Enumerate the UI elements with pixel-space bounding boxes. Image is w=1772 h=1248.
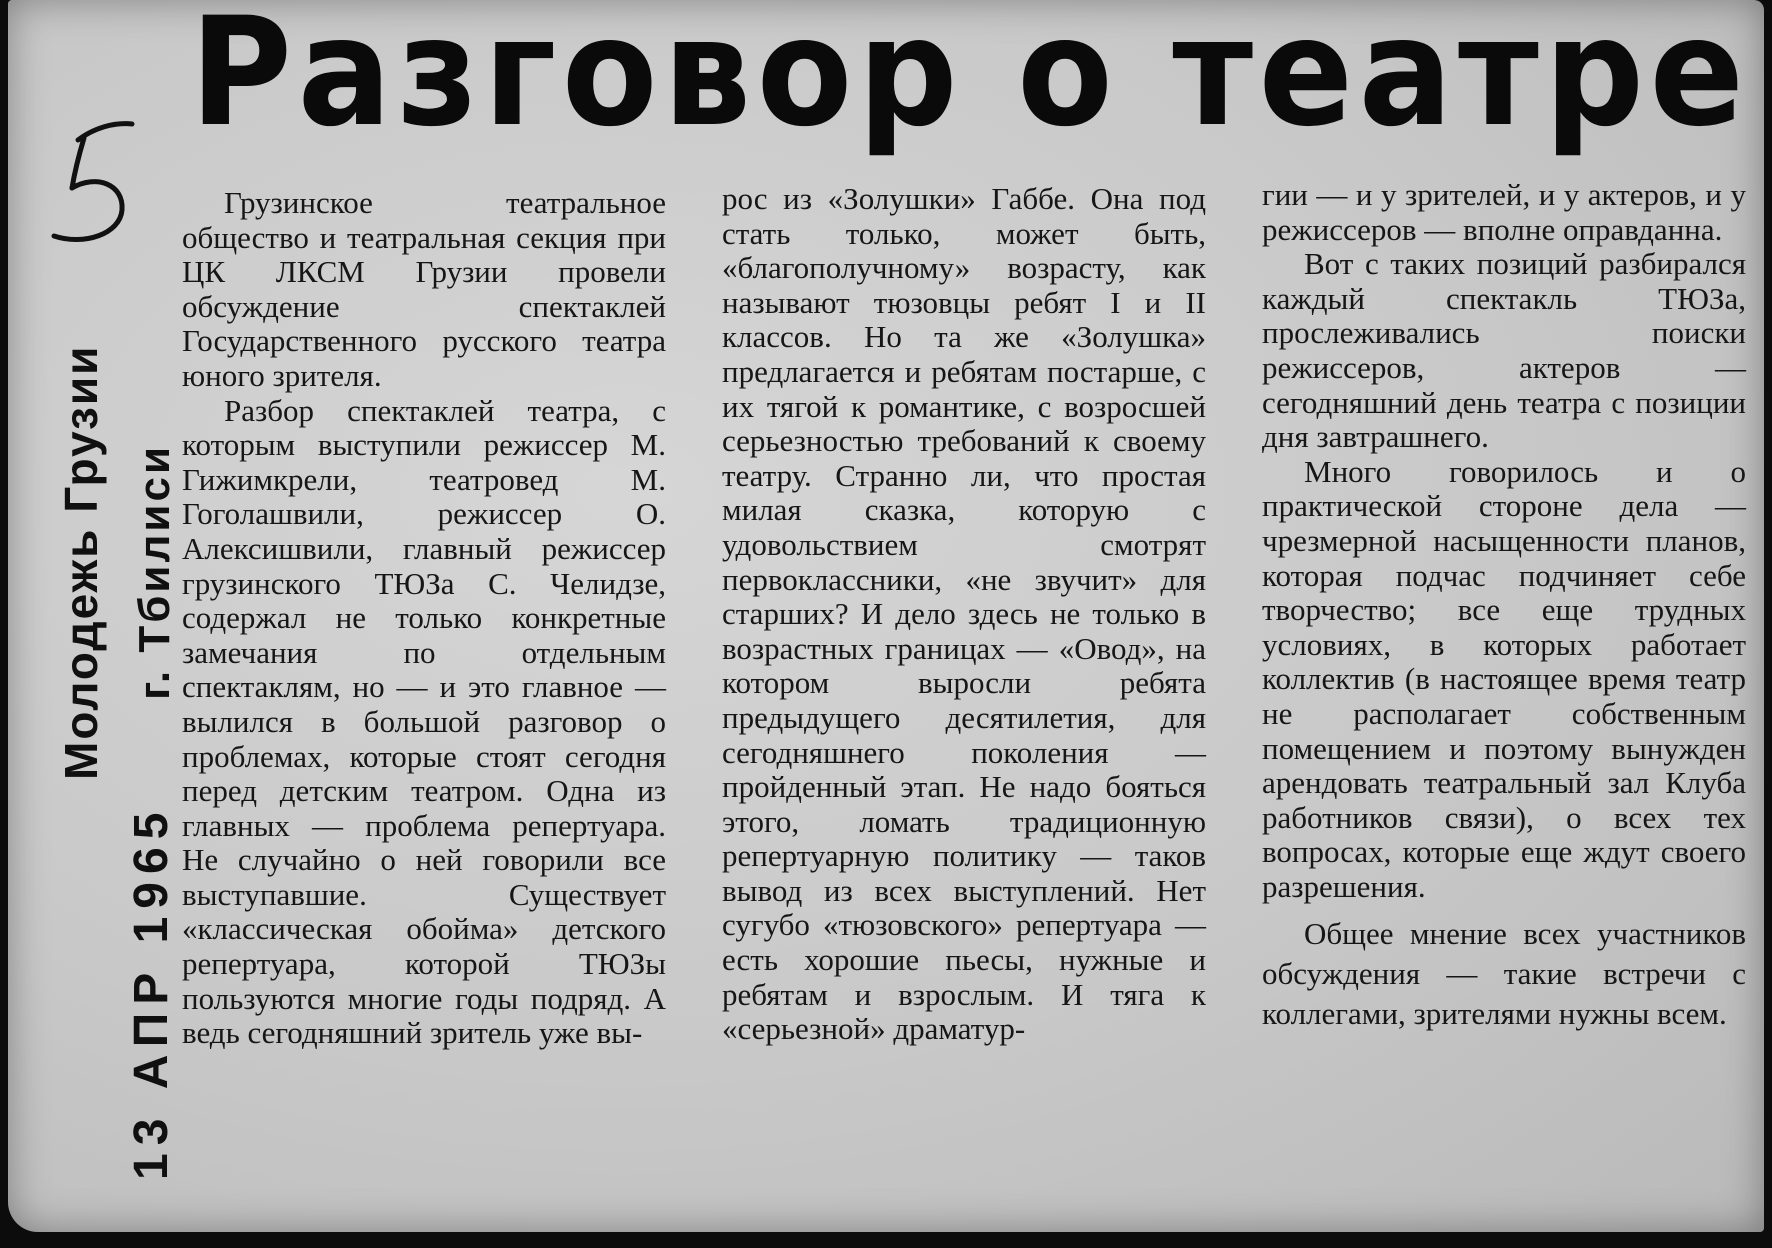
stamp-newspaper-name: Молодежь Грузии	[55, 344, 107, 780]
stamp-date: 13 АПР 1965	[125, 804, 178, 1180]
archive-stamp	[48, 300, 198, 1200]
article-headline: Разговор о театре	[190, 0, 1750, 160]
article-paragraph: Разбор спектаклей театра, с которым выступили режиссер М. Гижимкрели, театровед М. Гоголашвили, режиссер О. Алексишвили, главный режиссер грузинского ТЮЗа С. Челидзе, содержал не только конкретные замечания по отдельным спектаклям, но — и это главное — вылился в большой разговор о проблемах, которые стоят сегодня перед детским театром. Одна из главных — проблема репертуара. Не случайно о ней говорили все выступавшие. Существует «классическая обойма» детского репертуара, которой ТЮЗы пользуются многие годы подряд. А ведь сегодняшний зритель уже вы-	[182, 392, 666, 1051]
article-paragraph: рос из «Золушки» Габбе. Она под стать только, может быть, «благополучному» возрасту, как называют тюзовцы ребят I и II классов. Но та же «Золушка» предлагается и ребятам постарше, с их тягой к романтике, с возросшей серьезностью требований к своему театру. Странно ли, что простая милая сказка, которую с удовольствием смотрят первоклассники, «не звучит» для старших? И дело здесь не только в возрастных границах — «Овод», на котором выросли ребята предыдущего десятилетия, для сегодняшнего поколения — пройденный этап. Не надо бояться этого, ломать традиционную репертуарную политику — таков вывод из всех выступлений. Нет сугубо «тюзовского» репертуара — есть хорошие пьесы, нужные и ребятам и взрослым. И тяга к «серьезной» драматур-	[722, 181, 1206, 1047]
newspaper-clipping	[8, 0, 1764, 1232]
handwritten-number-5	[44, 118, 154, 248]
article-column-1	[182, 186, 666, 1051]
article-paragraph: Общее мнение всех участников обсуждения — такие встречи с коллегами, зрителями нужны всем.	[1262, 916, 1746, 1032]
article-column-3	[1262, 178, 1746, 1034]
article-column-2	[722, 182, 1206, 1047]
stamp-city: г. Тбилиси	[130, 444, 179, 700]
article-paragraph: Вот с таких позиций разбирался каждый спектакль ТЮЗа, прослеживались поиски режиссеров, актеров — сегодняшний день театра с позиции дня завтрашнего.	[1262, 246, 1746, 455]
article-paragraph: Много говорилось и о практической стороне дела — чрезмерной насыщенности планов, которая подчас подчиняет себе творчество; все еще трудных условиях, в которых работает коллектив (в настоящее время театр не располагает собственным помещением и поэтому вынужден арендовать театральный зал Клуба работников связи), о всех тех вопросах, которые еще ждут своего разрешения.	[1262, 453, 1746, 904]
article-paragraph: Грузинское театральное общество и театральная секция при ЦК ЛКСМ Грузии провели обсуждение спектаклей Государственного русского театра юного зрителя.	[182, 185, 666, 393]
article-paragraph: гии — и у зрителей, и у актеров, и у режиссеров — вполне оправданна.	[1262, 177, 1746, 247]
